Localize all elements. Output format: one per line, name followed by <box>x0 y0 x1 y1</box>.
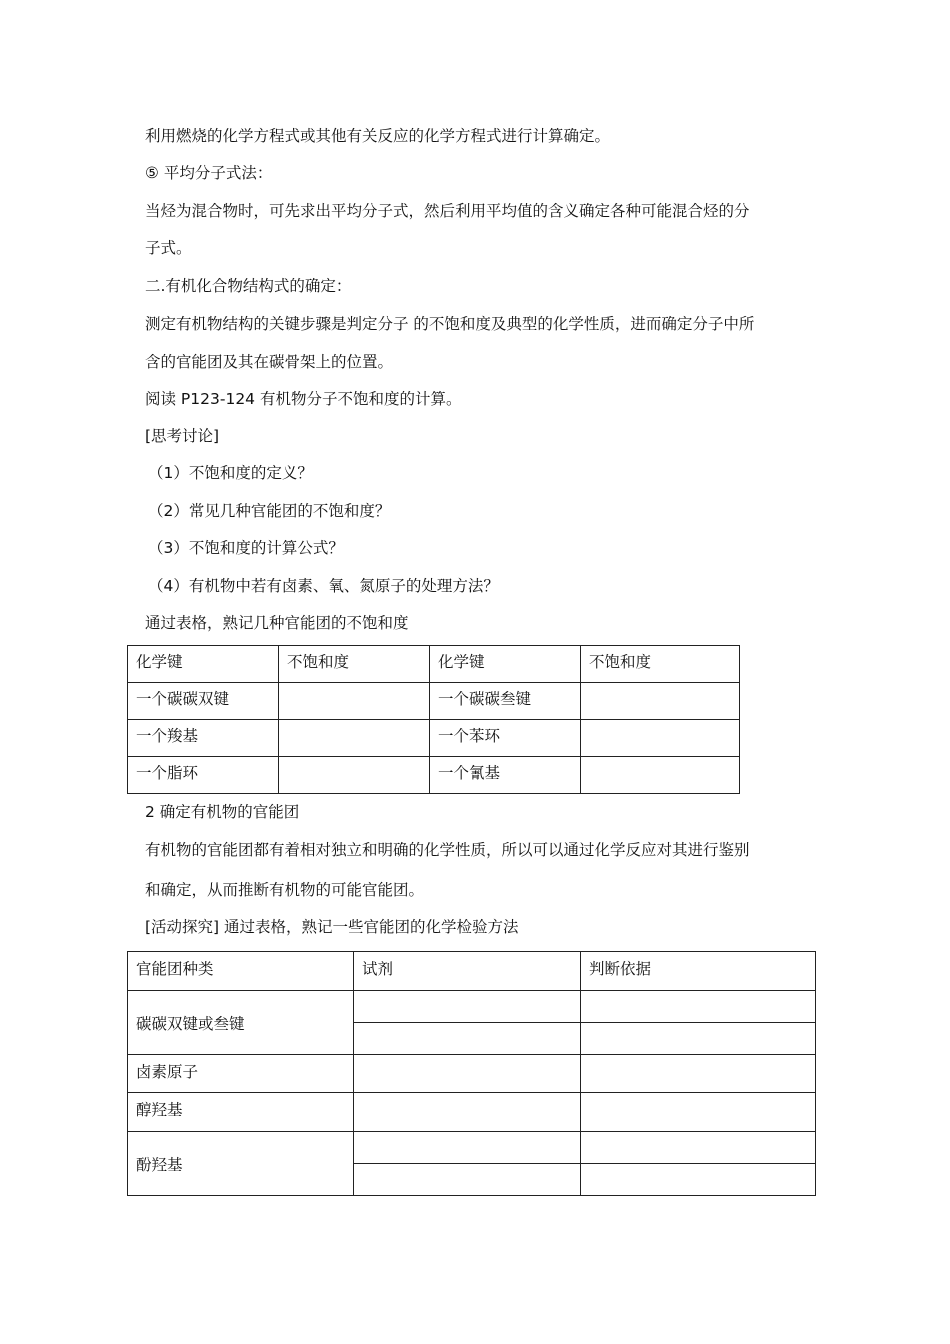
table-header-row <box>128 646 740 683</box>
table-header-cell: 试剂 <box>354 952 581 991</box>
unsaturation-table <box>127 645 740 794</box>
table-header-cell: 化学键 <box>128 646 279 683</box>
paragraph-activity: [活动探究] 通过表格，熟记一些官能团的化学检验方法 <box>145 918 519 936</box>
table-cell-blank[interactable] <box>354 1132 581 1164</box>
table-cell-blank[interactable] <box>581 757 740 794</box>
paragraph-mixture-line1: 当烃为混合物时，可先求出平均分子式，然后利用平均值的含义确定各种可能混合烃的分 <box>145 202 750 220</box>
table-header-cell: 不饱和度 <box>279 646 430 683</box>
table-cell: 一个碳碳双键 <box>128 683 279 720</box>
table-cell: 一个碳碳叁键 <box>430 683 581 720</box>
paragraph-structure-line2: 含的官能团及其在碳骨架上的位置。 <box>145 353 394 371</box>
table-header-cell: 判断依据 <box>581 952 816 991</box>
table-row <box>128 991 816 1023</box>
table-cell-blank[interactable] <box>581 720 740 757</box>
table-cell-blank[interactable] <box>279 757 430 794</box>
paragraph-groups-line2: 和确定，从而推断有机物的可能官能团。 <box>145 881 425 899</box>
paragraph-mixture-line2: 子式。 <box>145 239 192 257</box>
table-cell-blank[interactable] <box>354 1023 581 1055</box>
paragraph-table1-intro: 通过表格，熟记几种官能团的不饱和度 <box>145 614 409 632</box>
table-cell-blank[interactable] <box>581 991 816 1023</box>
table-cell-blank[interactable] <box>581 683 740 720</box>
paragraph-structure-line1: 测定有机物结构的关键步骤是判定分子 的不饱和度及典型的化学性质，进而确定分子中所 <box>145 315 755 333</box>
table-header-cell: 官能团种类 <box>128 952 354 991</box>
question-2: （2）常见几种官能团的不饱和度？ <box>148 502 391 520</box>
paragraph-reading: 阅读 P123-124 有机物分子不饱和度的计算。 <box>145 390 462 408</box>
table-cell-blank[interactable] <box>279 683 430 720</box>
table-cell: 卤素原子 <box>128 1055 354 1093</box>
table-cell: 一个氰基 <box>430 757 581 794</box>
table-row <box>128 683 740 720</box>
question-1: （1）不饱和度的定义？ <box>148 464 313 482</box>
table-header-cell: 不饱和度 <box>581 646 740 683</box>
table-cell-blank[interactable] <box>581 1055 816 1093</box>
table-cell-blank[interactable] <box>581 1023 816 1055</box>
table-row <box>128 1055 816 1093</box>
heading-average-formula: ⑤ 平均分子式法： <box>145 164 273 182</box>
table-row <box>128 720 740 757</box>
section-heading-structure: 二.有机化合物结构式的确定： <box>145 277 352 295</box>
table-header-cell: 化学键 <box>430 646 581 683</box>
table-cell: 一个羧基 <box>128 720 279 757</box>
table-cell: 一个脂环 <box>128 757 279 794</box>
table-cell-blank[interactable] <box>581 1093 816 1132</box>
table-cell-blank[interactable] <box>354 1093 581 1132</box>
table-cell-blank[interactable] <box>581 1164 816 1196</box>
table-cell: 醇羟基 <box>128 1093 354 1132</box>
table-cell-blank[interactable] <box>581 1132 816 1164</box>
table-cell-blank[interactable] <box>279 720 430 757</box>
table-cell: 一个苯环 <box>430 720 581 757</box>
paragraph-combustion: 利用燃烧的化学方程式或其他有关反应的化学方程式进行计算确定。 <box>145 127 611 145</box>
table-cell-blank[interactable] <box>354 1164 581 1196</box>
table-cell: 碳碳双键或叁键 <box>128 991 354 1055</box>
functional-group-test-table <box>127 951 816 1196</box>
question-4: （4）有机物中若有卤素、氧、氮原子的处理方法？ <box>148 577 499 595</box>
question-3: （3）不饱和度的计算公式？ <box>148 539 344 557</box>
table-row <box>128 757 740 794</box>
heading-discussion: [思考讨论] <box>145 427 220 445</box>
table-row <box>128 1093 816 1132</box>
table-row <box>128 1132 816 1164</box>
paragraph-groups-line1: 有机物的官能团都有着相对独立和明确的化学性质，所以可以通过化学反应对其进行鉴别 <box>145 841 750 859</box>
table-cell: 酚羟基 <box>128 1132 354 1196</box>
table-header-row <box>128 952 816 991</box>
table-cell-blank[interactable] <box>354 991 581 1023</box>
heading-functional-groups: 2 确定有机物的官能团 <box>145 803 300 821</box>
table-cell-blank[interactable] <box>354 1055 581 1093</box>
